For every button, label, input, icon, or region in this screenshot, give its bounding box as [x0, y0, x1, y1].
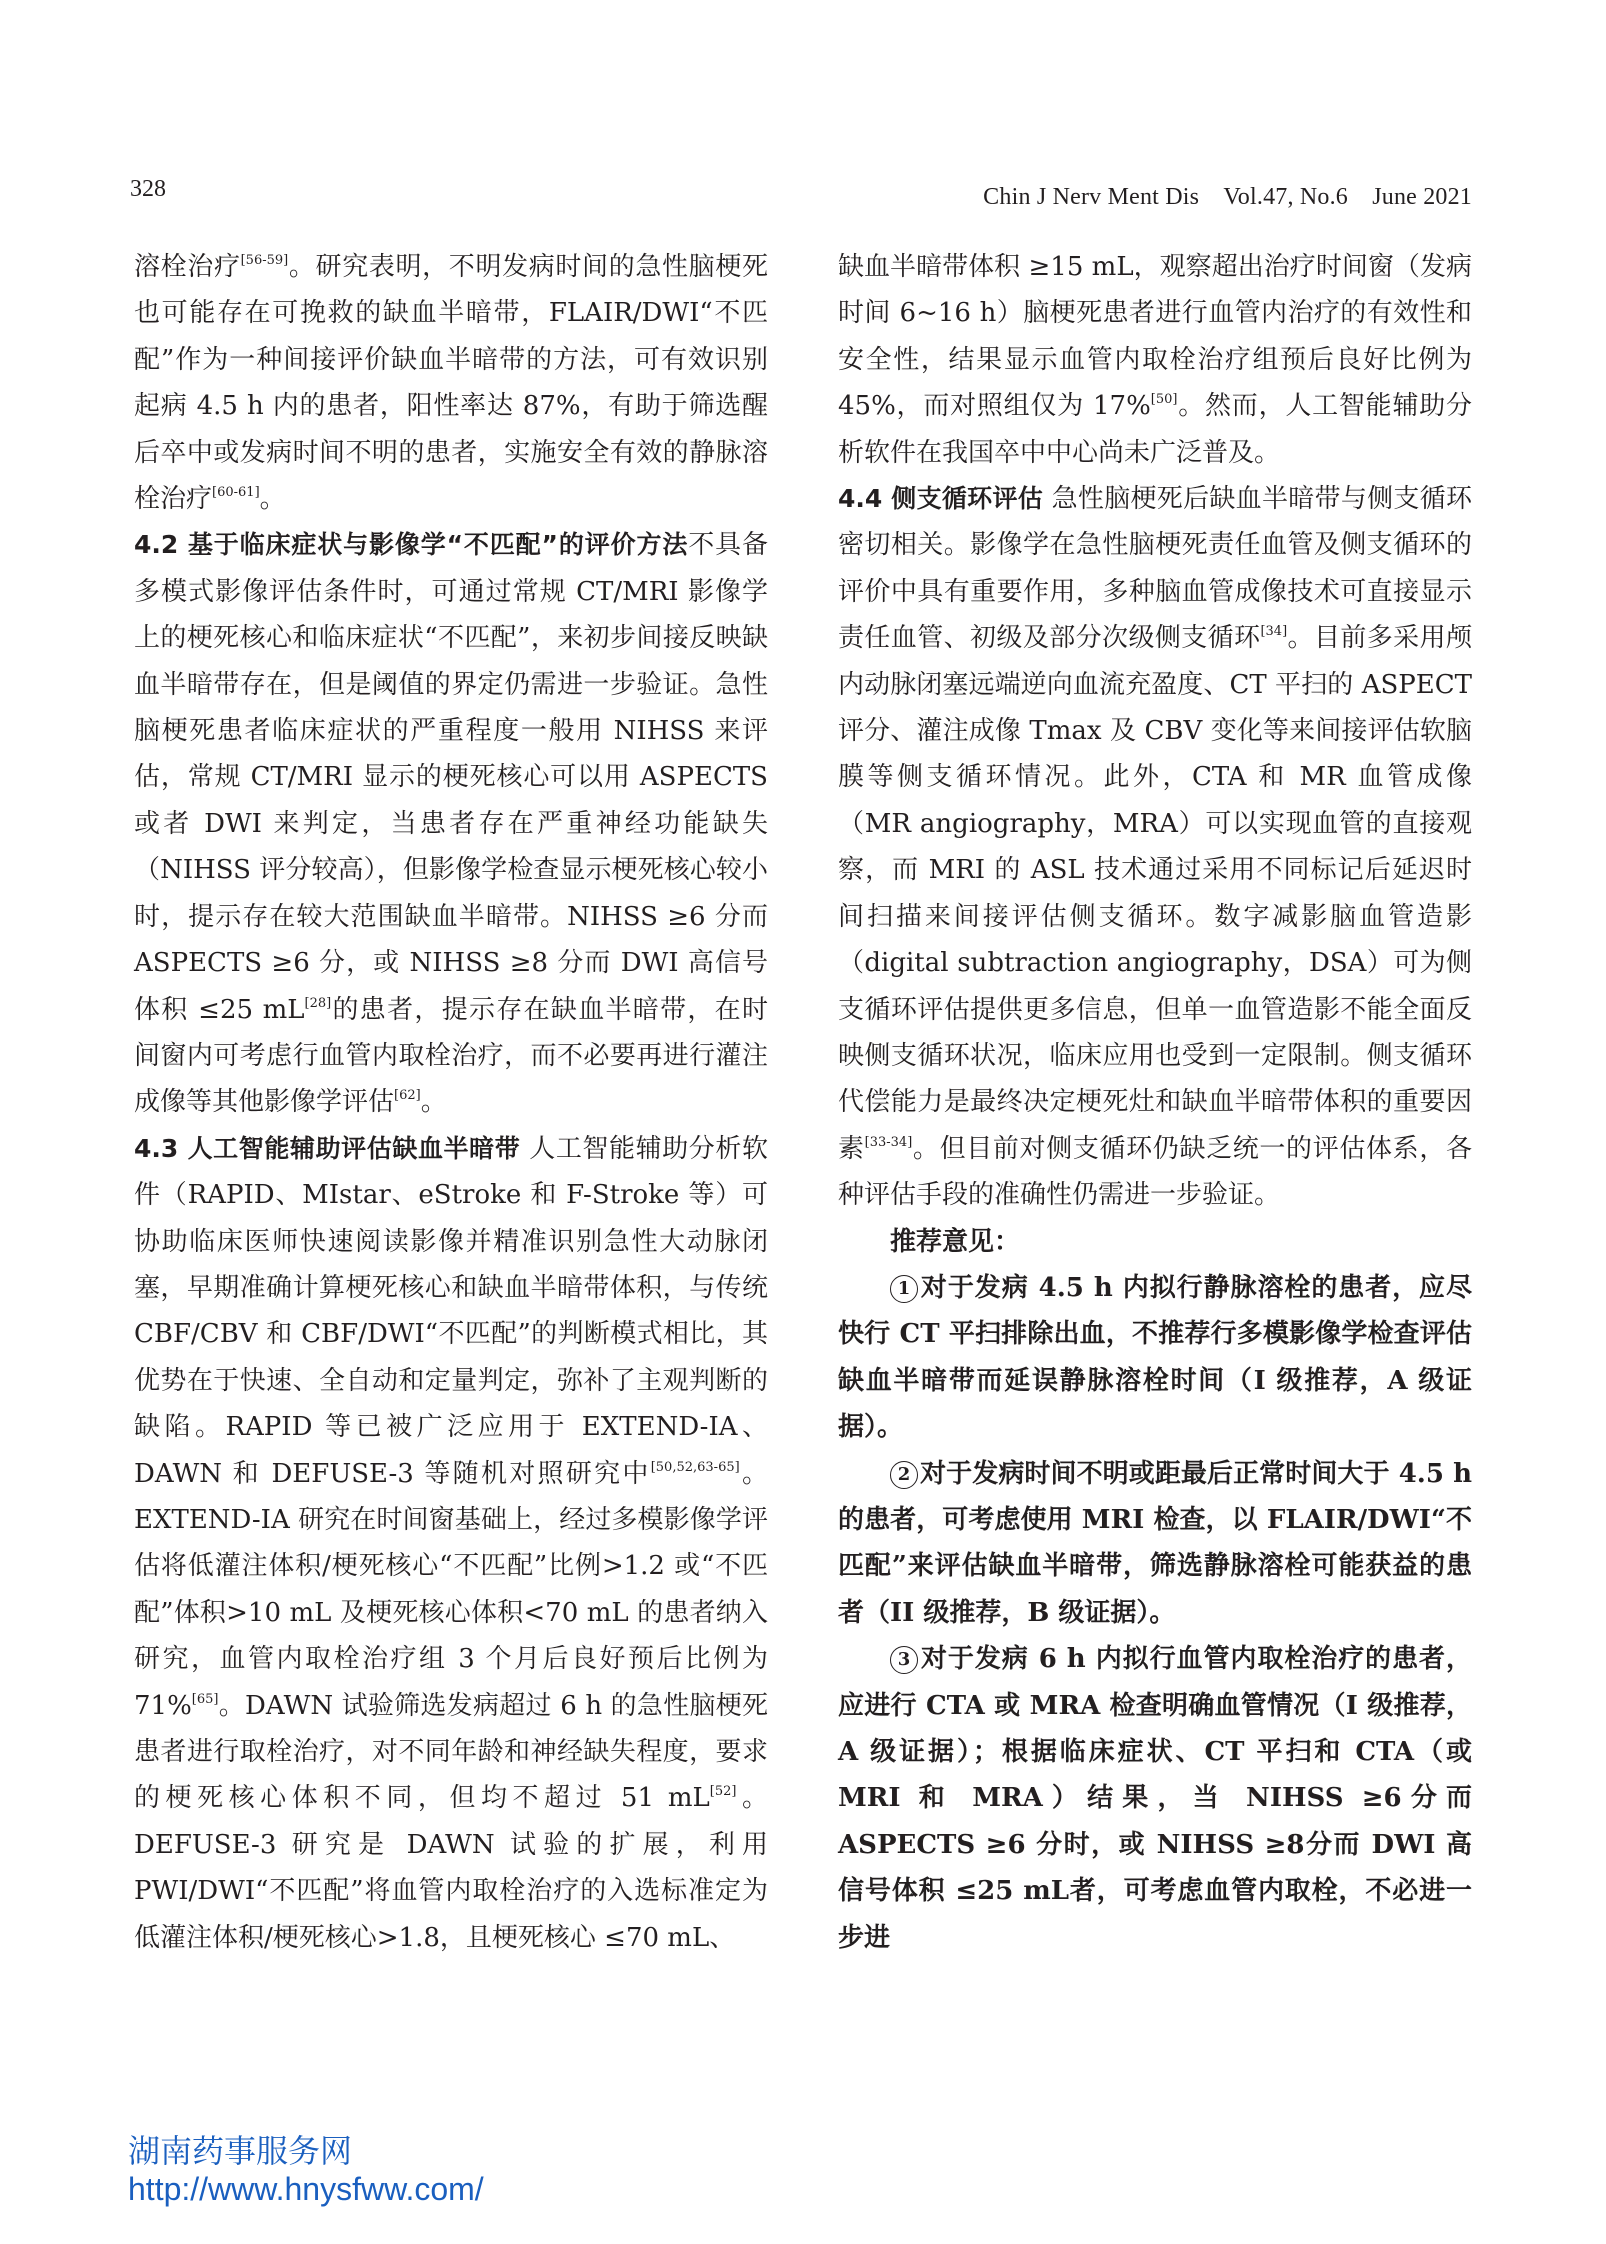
section-4-2: 4.2 基于临床症状与影像学“不匹配”的评价方法不具备多模式影像评估条件时，可通过常规 CT/MRI 影像学上的梗死核心和临床症状“不匹配”，来初步间接反映缺血半暗带存在，但是阈值的界定仍需进一步验证。急性脑梗死患者临床症状的严重程度一般用 NIHSS 来评估，常规 CT/MRI 显示的梗死核心可以用 ASPECTS 或者 DWI 来判定，当患者存在严重神经功能缺失（NIHSS 评分较高），但影像学检查显示梗死核心较小时，提示存在较大范围缺血半暗带。NIHSS ≥6 分而 ASPECTS ≥6 分，或 NIHSS ≥8 分而 DWI 高信号体积 ≤25 mL[28]的患者，提示存在缺血半暗带，在时间窗内可考虑行血管内取栓治疗，而不必要再进行灌注成像等其他影像学评估[62]。: [134, 530, 768, 1118]
recommendation-3: 3 对于发病 6 h 内拟行血管内取栓治疗的患者，应进行 CTA 或 MRA 检查明确血管情况（I 级推荐，A 级证据）；根据临床症状、CT 平扫和 CTA（或 MRI 和 MRA）结果，当 NIHSS ≥6分而 ASPECTS ≥6 分时，或 NIHSS ≥8分而 DWI 高信号体积 ≤25 mL者，可考虑血管内取栓，不必进一步进: [838, 1644, 1472, 1953]
watermark-site-name: 湖南药事服务网: [128, 2133, 353, 2169]
citation: [52]: [709, 1784, 737, 1800]
circled-number: 1: [890, 1275, 918, 1303]
citation: [65]: [191, 1691, 219, 1707]
citation: [34]: [1260, 624, 1288, 640]
section-heading: 4.2 基于临床症状与影像学“不匹配”的评价方法: [134, 530, 689, 560]
right-column: [838, 244, 1472, 1961]
citation: [33-34]: [864, 1134, 913, 1150]
journal-header: Chin J Nerv Ment Dis Vol.47, No.6 June 2021: [983, 184, 1472, 210]
section-4-4: 4.4 侧支循环评估 急性脑梗死后缺血半暗带与侧支循环密切相关。影像学在急性脑梗死责任血管及侧支循环的评价中具有重要作用，多种脑血管成像技术可直接显示责任血管、初级及部分次级侧支循环[34]。目前多采用颅内动脉闭塞远端逆向血流充盈度、CT 平扫的 ASPECT 评分、灌注成像 Tmax 及 CBV 变化等来间接评估软脑膜等侧支循环情况。此外，CTA 和 MR 血管成像（MR angiography，MRA）可以实现血管的直接观察，而 MRI 的 ASL 技术通过采用不同标记后延迟时间扫描来间接评估侧支循环。数字减影脑血管造影（digital subtraction angiography，DSA）可为侧支循环评估提供更多信息，但单一血管造影不能全面反映侧支循环状况，临床应用也受到一定限制。侧支循环代偿能力是最终决定梗死灶和缺血半暗带体积的重要因素[33-34]。但目前对侧支循环仍缺乏统一的评估体系，各种评估手段的准确性仍需进一步验证。: [838, 484, 1472, 1211]
recommendation-title: 推荐意见：: [890, 1226, 1021, 1257]
section-heading: 4.3 人工智能辅助评估缺血半暗带: [134, 1133, 521, 1163]
citation: [50,52,63-65]: [650, 1459, 740, 1475]
recommendation-2: 2 对于发病时间不明或距最后正常时间大于 4.5 h 的患者，可考虑使用 MRI 检查，以 FLAIR/DWI“不匹配”来评估缺血半暗带，筛选静脉溶栓可能获益的患者（II 级推荐，B 级证据）。: [838, 1458, 1472, 1628]
paragraph: 缺血半暗带体积 ≥15 mL，观察超出治疗时间窗（发病时间 6~16 h）脑梗死患者进行血管内治疗的有效性和安全性，结果显示血管内取栓治疗组预后良好比例为 45%，而对照组仅为 17%[50]。然而，人工智能辅助分析软件在我国卒中中心尚未广泛普及。: [838, 252, 1472, 468]
citation: [60-61]: [212, 485, 260, 501]
citation: [50]: [1150, 392, 1178, 408]
left-column: [134, 244, 768, 1961]
section-4-3: 4.3 人工智能辅助评估缺血半暗带 人工智能辅助分析软件（RAPID、MIstar、eStroke 和 F-Stroke 等）可协助临床医师快速阅读影像并精准识别急性大动脉闭塞，早期准确计算梗死核心和缺血半暗带体积，与传统 CBF/CBV 和 CBF/DWI“不匹配”的判断模式相比，其优势在于快速、全自动和定量判定，弥补了主观判断的缺陷。RAPID 等已被广泛应用于 EXTEND-IA、DAWN 和 DEFUSE-3 等随机对照研究中[50,52,63-65]。EXTEND-IA 研究在时间窗基础上，经过多模影像学评估将低灌注体积/梗死核心“不匹配”比例>1.2 或“不匹配”体积>10 mL 及梗死核心体积<70 mL 的患者纳入研究，血管内取栓治疗组 3 个月后良好预后比例为 71%[65]。DAWN 试验筛选发病超过 6 h 的急性脑梗死患者进行取栓治疗，对不同年龄和神经缺失程度，要求的梗死核心体积不同，但均不超过 51 mL[52]。DEFUSE-3 研究是 DAWN 试验的扩展，利用 PWI/DWI“不匹配”将血管内取栓治疗的入选标准定为低灌注体积/梗死核心>1.8，且梗死核心 ≤70 mL、: [134, 1133, 768, 1953]
watermark: [128, 2132, 484, 2208]
circled-number: 2: [890, 1461, 918, 1489]
paragraph: 溶栓治疗[56-59]。研究表明，不明发病时间的急性脑梗死也可能存在可挽救的缺血半暗带，FLAIR/DWI“不匹配”作为一种间接评价缺血半暗带的方法，可有效识别起病 4.5 h 内的患者，阳性率达 87%，有助于筛选醒后卒中或发病时间不明的患者，实施安全有效的静脉溶栓治疗[60-61]。: [134, 252, 768, 515]
citation: [62]: [394, 1088, 421, 1104]
recommendation-1: 1 对于发病 4.5 h 内拟行静脉溶栓的患者，应尽快行 CT 平扫排除出血，不推荐行多模影像学检查评估缺血半暗带而延误静脉溶栓时间（I 级推荐，A 级证据）。: [838, 1272, 1472, 1443]
citation: [56-59]: [240, 253, 289, 268]
circled-number: 3: [890, 1646, 918, 1674]
watermark-url[interactable]: http://www.hnysfww.com/: [128, 2171, 484, 2207]
page-number: 328: [130, 176, 166, 202]
citation: [28]: [304, 995, 332, 1011]
section-heading: 4.4 侧支循环评估: [838, 484, 1044, 514]
